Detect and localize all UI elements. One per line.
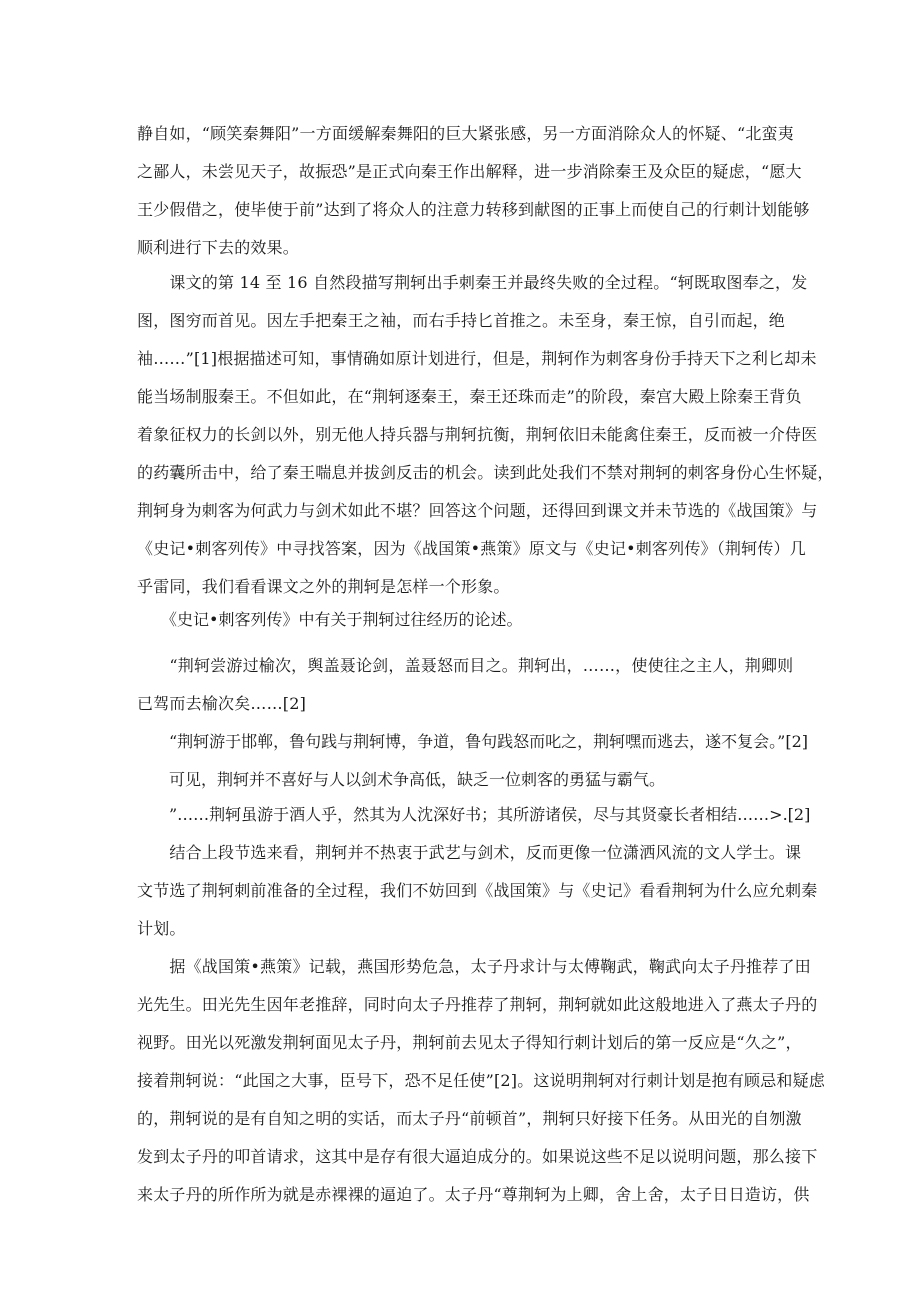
paragraph-7: ”……荆轲虽游于酒人乎，然其为人沈深好书；其所游诸侯，尽与其贤豪长者相结……>.[2]: [137, 805, 811, 824]
text-line: 计划。: [137, 919, 186, 938]
text-line: 袖……”[1]根据描述可知，事情确如原计划进行，但是，荆轲作为刺客身份手持天下之利匕却未: [137, 349, 817, 368]
text-line: “荆轲尝游过榆次，舆盖聂论剑，盖聂怒而目之。荆轲出，……，使使往之主人，荆卿则: [137, 656, 794, 675]
paragraph-4: [137, 647, 794, 723]
text-line: 的药囊所击中，给了秦王喘息并拔剑反击的机会。读到此处我们不禁对荆轲的刺客身份心生怀疑，: [137, 463, 834, 482]
text-line: 文节选了荆轲刺前准备的全过程，我们不妨回到《战国策》与《史记》看看荆轲为什么应允刺秦: [137, 881, 818, 900]
text-line: 据《战国策•燕策》记载，燕国形势危急，太子丹求计与太傅鞠武，鞠武向太子丹推荐了田: [137, 957, 811, 976]
text-line: 乎雷同，我们看看课文之外的荆轲是怎样一个形象。: [137, 577, 510, 596]
paragraph-2: [137, 264, 834, 606]
text-line: 发到太子丹的叩首请求，这其中是存有很大逼迫成分的。如果说这些不足以说明问题，那么接下: [137, 1147, 818, 1166]
paragraph-1: [137, 115, 810, 267]
text-line: 着象征权力的长剑以外，别无他人持兵器与荆轲抗衡，荆轲依旧未能禽住秦王，反而被一介侍医: [137, 425, 818, 444]
text-line: 视野。田光以死激发荆轲面见太子丹，荆轲前去见太子得知行刺计划后的第一反应是“久之”，: [137, 1033, 802, 1052]
text-line: 能当场制服秦王。不但如此，在“荆轲逐秦王，秦王还珠而走”的阶段，秦宫大殿上除秦王背负: [137, 387, 802, 406]
paragraph-5: “荆轲游于邯郸，鲁句践与荆轲博，争道，鲁句践怒而叱之，荆轲嘿而逃去，遂不复会。”[2]: [137, 732, 809, 751]
text-line: 顺利进行下去的效果。: [137, 238, 300, 257]
text-line: 接着荆轲说：“此国之大事，臣号下，恐不足任使”[2]。这说明荆轲对行刺计划是抱有顾忌和疑虑: [137, 1071, 826, 1090]
text-line: 图，图穷而首见。因左手把秦王之袖，而右手持匕首推之。未至身，秦王惊，自引而起，绝: [137, 311, 786, 330]
text-line: 来太子丹的所作所为就是赤裸裸的逼迫了。太子丹“尊荆轲为上卿，舍上舍，太子日日造访，供: [137, 1185, 810, 1204]
text-line: 光先生。田光先生因年老推辞，同时向太子丹推荐了荆轲，荆轲就如此这般地进入了燕太子丹的: [137, 995, 818, 1014]
text-line: 之鄙人，未尝见天子，故振恐”是正式向秦王作出解释，进一步消除秦王及众臣的疑虑，“愿大: [137, 162, 802, 181]
text-line: 的，荆轲说的是有自知之明的实话，而太子丹“前顿首”，荆轲只好接下任务。从田光的自刎激: [137, 1109, 802, 1128]
paragraph-8: [137, 834, 818, 948]
text-line: 王少假借之，使毕使于前”达到了将众人的注意力转移到献图的正事上而使自己的行刺计划能够: [137, 200, 810, 219]
paragraph-9: [137, 948, 826, 1214]
text-line: 已驾而去榆次矣……[2]: [137, 694, 307, 713]
text-line: 荆轲身为刺客为何武力与剑术如此不堪？回答这个问题，还得回到课文并未节选的《战国策》与: [137, 501, 818, 520]
text-line: 结合上段节选来看，荆轲并不热衷于武艺与剑术，反而更像一位潇洒风流的文人学士。课: [137, 843, 802, 862]
text-line: 课文的第 14 至 16 自然段描写荆轲出手刺秦王并最终失败的全过程。“轲既取图奉之，发: [137, 273, 808, 292]
text-line: 《史记•刺客列传》中寻找答案，因为《战国策•燕策》原文与《史记•刺客列传》（荆轲传）几: [137, 539, 806, 558]
paragraph-6: 可见，荆轲并不喜好与人以剑术争高低，缺乏一位刺客的勇猛与霸气。: [137, 770, 666, 789]
paragraph-3: 《史记•刺客列传》中有关于荆轲过往经历的论述。: [137, 610, 523, 629]
text-line: 静自如，“顾笑秦舞阳”一方面缓解秦舞阳的巨大紧张感，另一方面消除众人的怀疑、“北蛮夷: [137, 124, 794, 143]
